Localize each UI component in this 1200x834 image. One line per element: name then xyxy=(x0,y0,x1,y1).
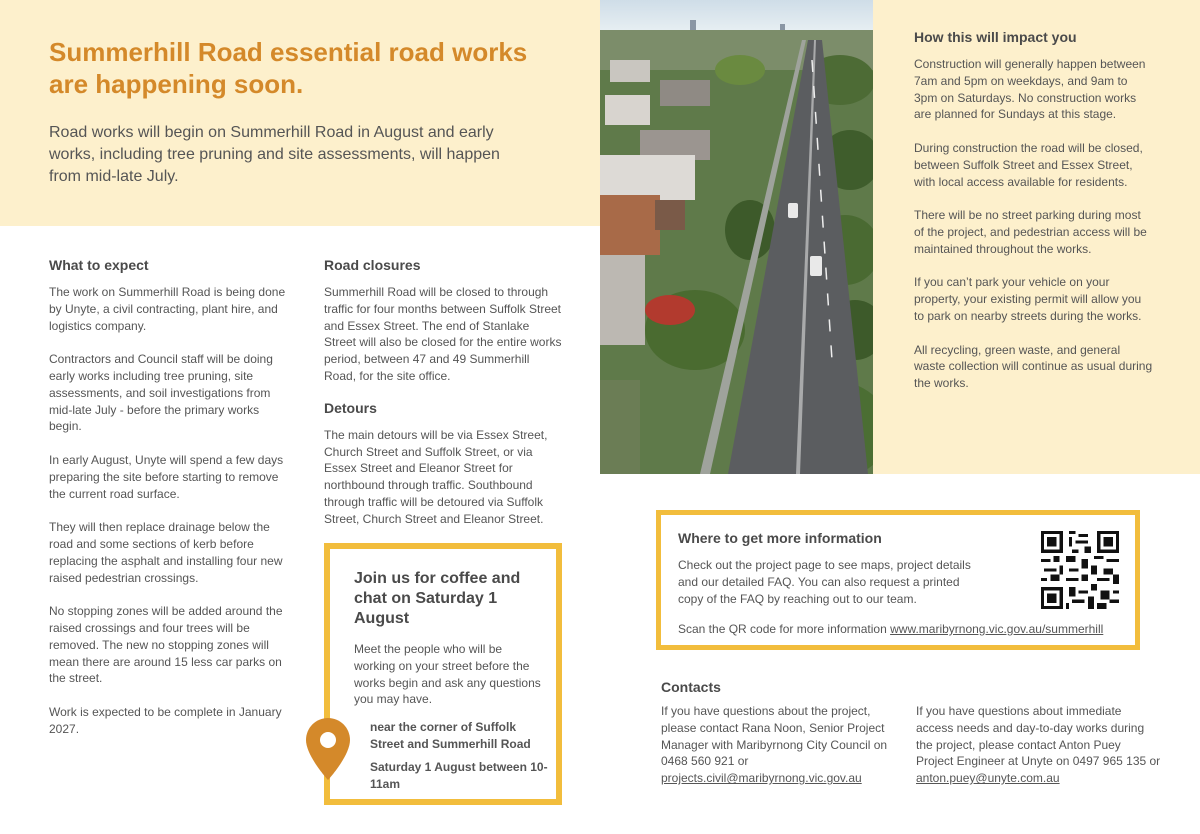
paragraph: Summerhill Road will be closed to through traffic for four months between Suffolk Street and Essex Street. The end of Stanlake Street will also be closed for the entire works period, between 47 and 49 Summerhill Road, for the site office. xyxy=(324,285,562,383)
event-location: near the corner of Suffolk Street and Summerhill Road xyxy=(370,720,531,751)
qr-caption-text: Scan the QR code for more information xyxy=(678,622,891,636)
what-to-expect-section xyxy=(49,256,289,754)
council-email-link[interactable]: projects.civil@maribyrnong.vic.gov.au xyxy=(661,771,862,786)
event-time: Saturday 1 August between 10-11am xyxy=(370,760,548,791)
paragraph: During construction the road will be closed, between Suffolk Street and Essex Street, with local access available for residents. xyxy=(914,140,1143,189)
section-heading: How this will impact you xyxy=(914,29,1077,45)
paragraph: If you can’t park your vehicle on your property, your existing permit will allow you to park on nearby streets during the works. xyxy=(914,275,1142,323)
contact-text: If you have questions about the project, please contact Rana Noon, Senior Project Manager with Maribyrnong City Council on 0468 560 921 or xyxy=(661,704,888,769)
contact-council xyxy=(661,703,891,787)
unyte-email-link[interactable]: anton.puey@unyte.com.au xyxy=(916,771,1060,786)
contact-text: If you have questions about immediate access needs and day-to-day works during the project, please contact Anton Puey Project Engineer at Unyte on 0497 965 135 or xyxy=(916,704,1161,769)
paragraph: Contractors and Council staff will be doing early works including tree pruning, site assessments, and soil investigations from mid-late July - before the primary works begin. xyxy=(49,352,273,434)
hero-lead-text: Road works will begin on Summerhill Road in August and early works, including tree pruning and site assessments, will happen from mid-late July. xyxy=(49,124,500,185)
coffee-event-box xyxy=(324,543,562,805)
paragraph: All recycling, green waste, and general waste collection will continue as usual during the works. xyxy=(914,342,1153,391)
hero-banner xyxy=(0,0,600,226)
more-info-text: Check out the project page to see maps, project details and our detailed FAQ. You can also request a printed copy of the FAQ by reaching out to our team. xyxy=(678,558,971,606)
qr-caption xyxy=(678,621,1138,638)
paragraph: The work on Summerhill Road is being done by Unyte, a civil contracting, plant hire, and logistics company. xyxy=(49,285,286,333)
project-page-link[interactable]: www.maribyrnong.vic.gov.au/summerhill xyxy=(890,622,1104,636)
paragraph: Construction will generally happen between 7am and 5pm on weekdays, and 9am to 3pm on Saturdays. No construction works are planned for Sundays at this stage. xyxy=(914,57,1146,122)
paragraph: Work is expected to be complete in January 2027. xyxy=(49,704,282,736)
street-aerial-photo xyxy=(600,0,873,474)
paragraph: They will then replace drainage below the road and some sections of kerb before replacing the asphalt and installing four new raised pedestrian crossings. xyxy=(49,520,283,585)
section-heading: Detours xyxy=(324,399,377,416)
qr-code-icon[interactable] xyxy=(1041,531,1119,609)
contacts-heading: Contacts xyxy=(661,679,721,695)
contact-unyte xyxy=(916,703,1161,787)
page-title: Summerhill Road essential road works are happening soon. xyxy=(49,37,528,99)
more-info-box xyxy=(656,510,1140,650)
impact-section xyxy=(914,28,1154,409)
paragraph: In early August, Unyte will spend a few days preparing the site before starting to remove the current road surface. xyxy=(49,452,284,501)
section-heading: Where to get more information xyxy=(678,530,882,546)
section-heading: Road closures xyxy=(324,257,421,273)
event-title: Join us for coffee and chat on Saturday 1 August xyxy=(354,570,521,627)
event-description: Meet the people who will be working on your street before the works begin and ask any questions you may have. xyxy=(354,642,541,707)
location-pin-icon xyxy=(306,718,350,780)
paragraph: There will be no street parking during most of the project, and pedestrian access will be maintained throughout the works. xyxy=(914,208,1147,256)
paragraph: No stopping zones will be added around the raised crossings and four trees will be removed. The new no stopping zones will mean there are around 15 less car parks on the street. xyxy=(49,604,283,686)
section-heading: What to expect xyxy=(49,257,149,273)
road-closures-section xyxy=(324,256,564,544)
paragraph: The main detours will be via Essex Street, Church Street and Suffolk Street, or via Essex Street and Eleanor Street for northbound through traffic. Southbound through traffic will be detoured via Suffolk Street, Church Street and Eleanor Street. xyxy=(324,427,548,526)
